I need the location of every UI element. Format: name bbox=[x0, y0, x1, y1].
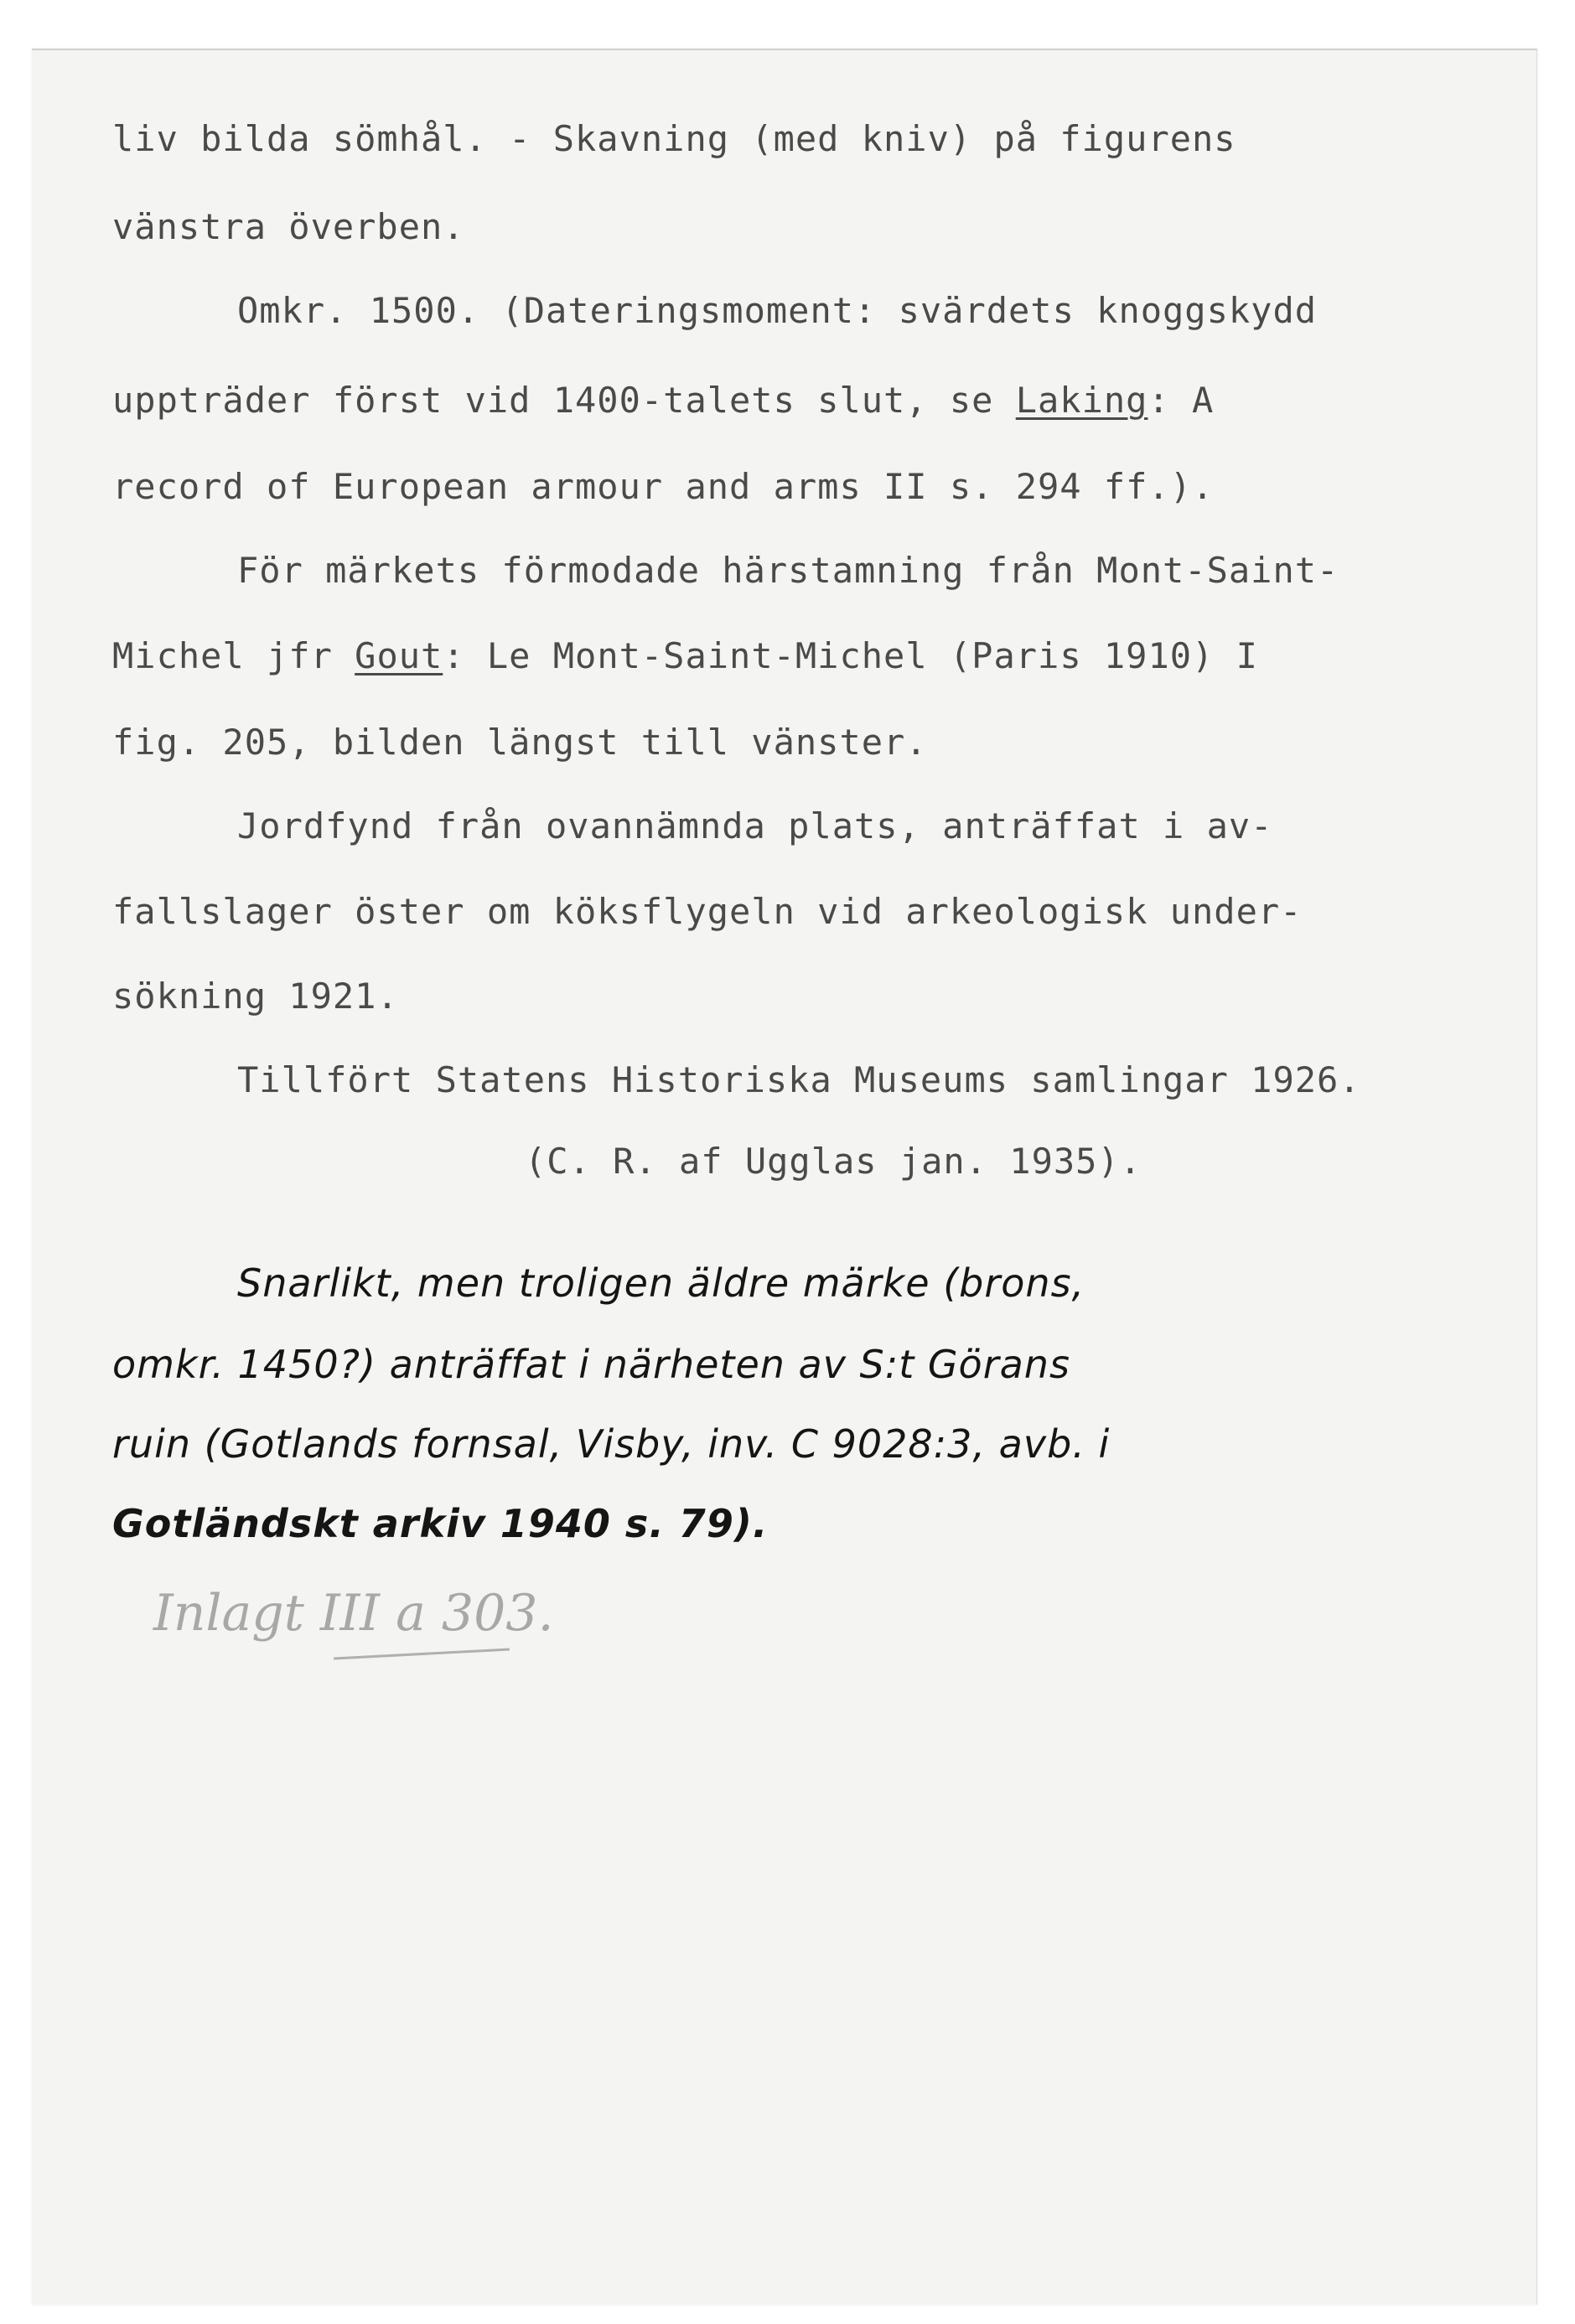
handwritten-line-4: Gotländskt arkiv 1940 s. 79). bbox=[112, 1501, 769, 1546]
typed-line-1 bbox=[112, 118, 1236, 159]
typed-text: sökning 1921. bbox=[112, 976, 399, 1017]
typed-text: vänstra överben. bbox=[112, 206, 465, 247]
typed-text: fallslager öster om köksflygeln vid arkeologisk under- bbox=[112, 891, 1303, 932]
typed-line-3 bbox=[237, 290, 1318, 331]
typed-line-2 bbox=[112, 206, 465, 247]
typed-line-9 bbox=[237, 805, 1273, 846]
typed-text: Michel jfr bbox=[112, 635, 355, 676]
typed-text: record of European armour and arms II s. 294 ff.). bbox=[112, 466, 1215, 507]
typed-text: Tillfört Statens Historiska Museums samlingar 1926. bbox=[237, 1059, 1361, 1100]
typed-text: Omkr. 1500. (Dateringsmoment: svärdets knoggskydd bbox=[237, 290, 1318, 331]
pencil-underline bbox=[334, 1649, 510, 1660]
typed-signature-line bbox=[525, 1141, 1142, 1182]
typed-text: : Le Mont-Saint-Michel (Paris 1910) I bbox=[443, 635, 1258, 676]
typed-text: liv bilda sömhål. - Skavning (med kniv) på figurens bbox=[112, 118, 1236, 159]
typed-line-7 bbox=[112, 635, 1258, 676]
handwritten-line-3: ruin (Gotlands fornsal, Visby, inv. C 9028:3, avb. i bbox=[112, 1421, 1111, 1467]
typed-text: Jordfynd från ovannämnda plats, anträffat i av- bbox=[237, 805, 1273, 846]
pencil-note: Inlagt III a 303. bbox=[153, 1584, 554, 1643]
typed-text: För märkets förmodade härstamning från Mont-Saint- bbox=[237, 550, 1339, 591]
handwritten-line-2: omkr. 1450?) anträffat i närheten av S:t Görans bbox=[112, 1342, 1070, 1387]
underlined-author-gout: Gout bbox=[355, 635, 443, 676]
handwritten-line-1: Snarlikt, men troligen äldre märke (brons, bbox=[237, 1260, 1085, 1306]
typed-text: : A bbox=[1148, 380, 1215, 421]
typed-line-5 bbox=[112, 466, 1215, 507]
typed-text: (C. R. af Ugglas jan. 1935). bbox=[525, 1141, 1142, 1182]
typed-line-10 bbox=[112, 891, 1303, 932]
typed-text: fig. 205, bilden längst till vänster. bbox=[112, 722, 928, 763]
typed-line-8 bbox=[112, 722, 928, 763]
typed-line-12 bbox=[237, 1059, 1361, 1100]
underlined-author-laking: Laking bbox=[1015, 380, 1148, 421]
typed-line-6 bbox=[237, 550, 1339, 591]
typed-line-11 bbox=[112, 976, 399, 1017]
document-sheet bbox=[32, 49, 1537, 2305]
typed-line-4 bbox=[112, 380, 1215, 421]
typed-text: uppträder först vid 1400-talets slut, se bbox=[112, 380, 1016, 421]
